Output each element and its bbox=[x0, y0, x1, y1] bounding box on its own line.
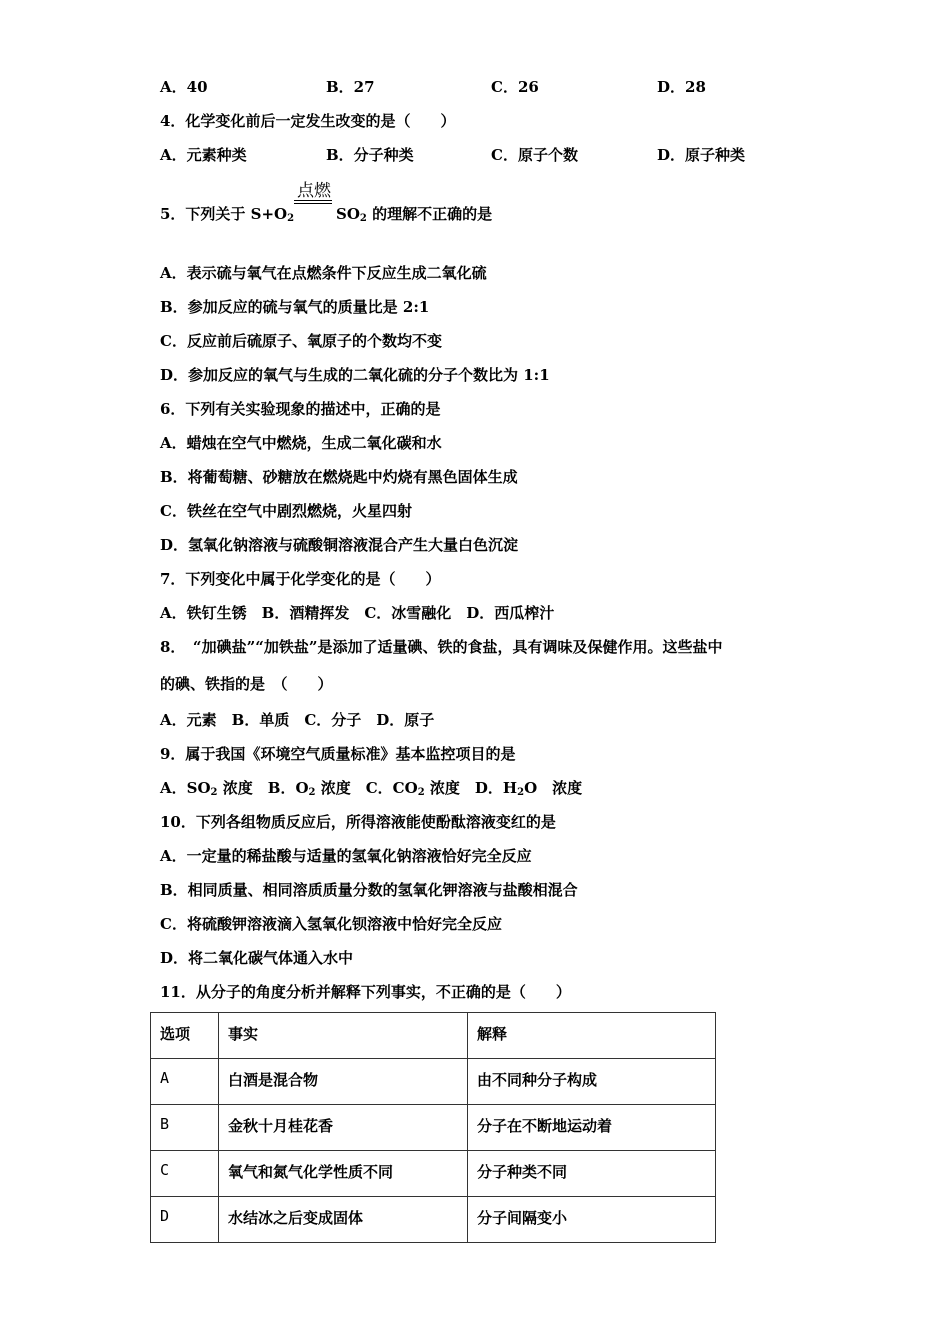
q8-stem-line1: 8． “加碘盐”“加铁盐”是添加了适量碘、铁的食盐，具有调味及保健作用。这些盐中 bbox=[160, 638, 723, 656]
q6-stem: 6．下列有关实验现象的描述中，正确的是 bbox=[160, 400, 441, 418]
table-cell-fact: 氧气和氮气化学性质不同 bbox=[219, 1151, 468, 1197]
q11-table bbox=[150, 1012, 716, 1243]
table-cell-option: A bbox=[151, 1059, 219, 1105]
q9-option-c: C．$CO_2$ 浓度 bbox=[365, 779, 460, 798]
table-header-row bbox=[151, 1013, 716, 1059]
q4-options bbox=[160, 145, 860, 165]
table-cell-option: D bbox=[151, 1197, 219, 1243]
table-row bbox=[151, 1059, 716, 1105]
q5-stem bbox=[160, 176, 760, 226]
q11-stem: 11．从分子的角度分析并解释下列事实，不正确的是（ ） bbox=[160, 983, 571, 1001]
q5-equals-line-bottom bbox=[294, 203, 332, 204]
q9-options bbox=[160, 778, 582, 803]
q8-stem-line2: 的碘、铁指的是 （ ） bbox=[160, 675, 333, 693]
q5-stem-product: $SO_2$ 的理解不正确的是 bbox=[336, 205, 493, 224]
q6-option-a: A．蜡烛在空气中燃烧，生成二氧化碳和水 bbox=[160, 434, 442, 452]
q6-option-c: C．铁丝在空气中剧烈燃烧，火星四射 bbox=[160, 502, 412, 520]
table-row bbox=[151, 1151, 716, 1197]
q3-options bbox=[160, 77, 860, 97]
table-cell-fact: 金秋十月桂花香 bbox=[219, 1105, 468, 1151]
table-cell-option: C bbox=[151, 1151, 219, 1197]
q4-option-b: B．分子种类 bbox=[326, 146, 414, 164]
q5-option-c: C．反应前后硫原子、氧原子的个数均不变 bbox=[160, 332, 442, 350]
q3-option-a: A．40 bbox=[160, 78, 208, 96]
q10-option-d: D．将二氧化碳气体通入水中 bbox=[160, 949, 354, 967]
table-header-fact: 事实 bbox=[219, 1013, 468, 1059]
q5-option-d: D．参加反应的氧气与生成的二氧化硫的分子个数比为 1:1 bbox=[160, 366, 550, 384]
q4-option-a: A．元素种类 bbox=[160, 146, 247, 164]
table-cell-explanation: 分子在不断地运动着 bbox=[468, 1105, 716, 1151]
q4-option-c: C．原子个数 bbox=[491, 146, 578, 164]
q9-option-a: A．$SO_2$ 浓度 bbox=[160, 779, 253, 798]
q9-option-d: D．$H_2O$ 浓度 bbox=[474, 779, 583, 798]
q9-stem: 9．属于我国《环境空气质量标准》基本监控项目的是 bbox=[160, 745, 516, 763]
table-cell-explanation: 分子种类不同 bbox=[468, 1151, 716, 1197]
q3-option-b: B．27 bbox=[326, 78, 375, 96]
q10-stem: 10．下列各组物质反应后，所得溶液能使酚酞溶液变红的是 bbox=[160, 813, 556, 831]
q7-options: A．铁钉生锈 B．酒精挥发 C．冰雪融化 D．西瓜榨汁 bbox=[160, 604, 555, 622]
table-header-option: 选项 bbox=[151, 1013, 219, 1059]
q10-option-c: C．将硫酸钾溶液滴入氢氧化钡溶液中恰好完全反应 bbox=[160, 915, 502, 933]
table-cell-fact: 白酒是混合物 bbox=[219, 1059, 468, 1105]
q8-options: A．元素 B．单质 C．分子 D．原子 bbox=[160, 711, 435, 729]
q3-option-d: D．28 bbox=[657, 78, 706, 96]
q10-option-a: A．一定量的稀盐酸与适量的氢氧化钠溶液恰好完全反应 bbox=[160, 847, 532, 865]
table-row bbox=[151, 1105, 716, 1151]
q5-option-a: A．表示硫与氧气在点燃条件下反应生成二氧化硫 bbox=[160, 264, 487, 282]
table-cell-explanation: 分子间隔变小 bbox=[468, 1197, 716, 1243]
q7-stem: 7．下列变化中属于化学变化的是（ ） bbox=[160, 570, 441, 588]
q4-option-d: D．原子种类 bbox=[657, 146, 746, 164]
q5-option-b: B．参加反应的硫与氧气的质量比是 2:1 bbox=[160, 298, 430, 316]
table-cell-fact: 水结冰之后变成固体 bbox=[219, 1197, 468, 1243]
table-header-explanation: 解释 bbox=[468, 1013, 716, 1059]
q5-stem-reactants: 5．下列关于 $S+O_2$ bbox=[160, 205, 295, 224]
q3-option-c: C．26 bbox=[491, 78, 539, 96]
q9-option-b: B．$O_2$ 浓度 bbox=[267, 779, 351, 798]
q5-equals-line-top bbox=[294, 200, 332, 201]
table-row bbox=[151, 1197, 716, 1243]
q4-stem: 4．化学变化前后一定发生改变的是（ ） bbox=[160, 112, 456, 130]
table-cell-explanation: 由不同种分子构成 bbox=[468, 1059, 716, 1105]
table-cell-option: B bbox=[151, 1105, 219, 1151]
q6-option-b: B．将葡萄糖、砂糖放在燃烧匙中灼烧有黑色固体生成 bbox=[160, 468, 518, 486]
q6-option-d: D．氢氧化钠溶液与硫酸铜溶液混合产生大量白色沉淀 bbox=[160, 536, 519, 554]
q10-option-b: B．相同质量、相同溶质质量分数的氢氧化钾溶液与盐酸相混合 bbox=[160, 881, 578, 899]
q5-reaction-condition: 点燃 bbox=[297, 181, 331, 201]
